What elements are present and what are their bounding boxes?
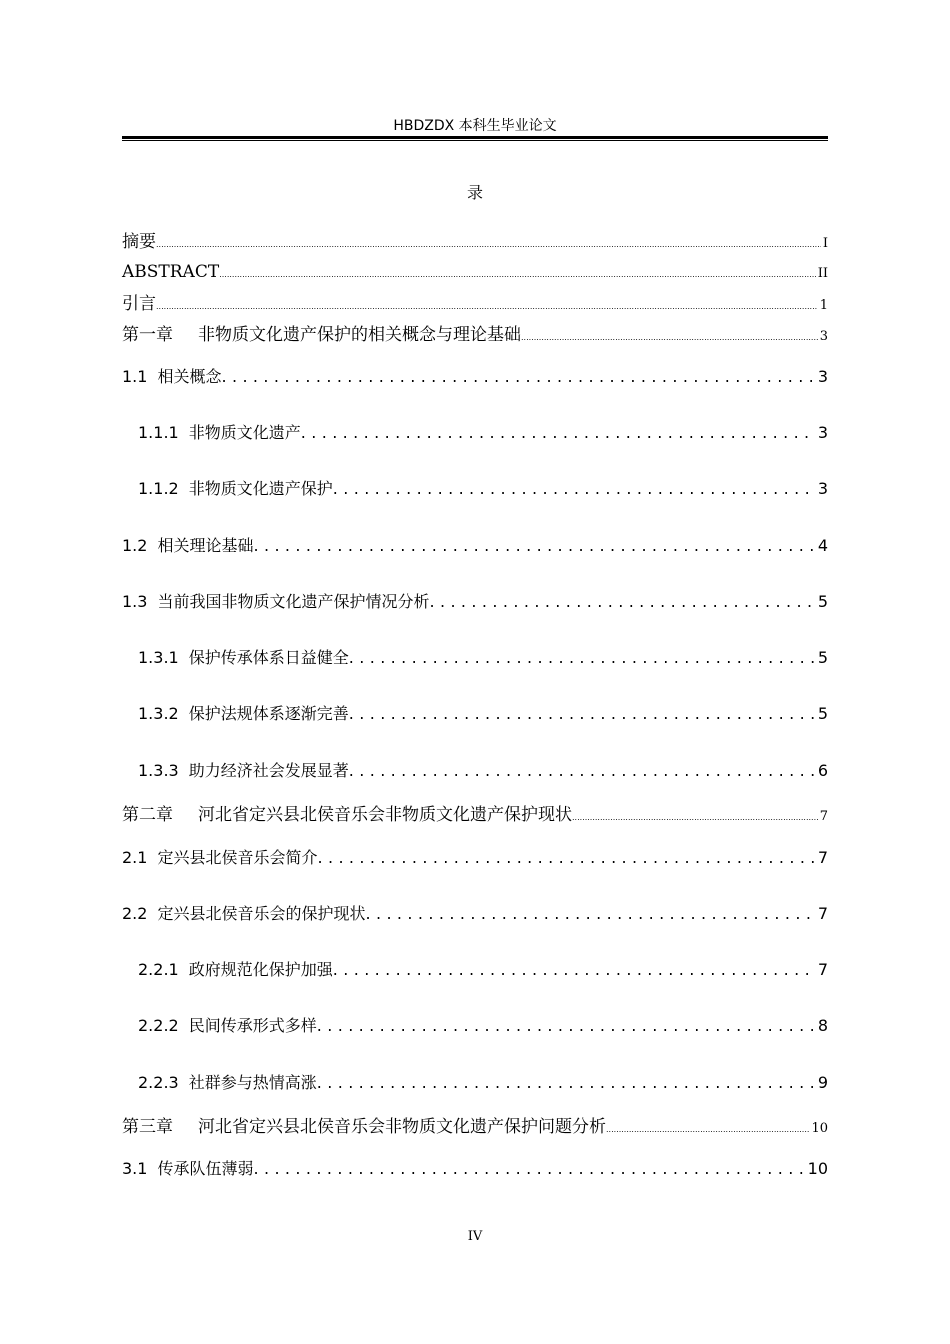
toc-entry-page: 6 <box>817 761 828 780</box>
section-number: 1.3.1 <box>138 648 179 667</box>
toc-entry-chapter-3[interactable] <box>122 1116 828 1141</box>
toc-entry-label: 摘要 <box>122 232 156 252</box>
section-number: 1.1 <box>122 367 148 386</box>
toc-entry-label: 非物质文化遗产保护的相关概念与理论基础 <box>198 325 521 345</box>
toc-entry-section-1-2[interactable] <box>122 535 828 558</box>
toc-entry-page: 7 <box>817 960 828 979</box>
toc-entry-label: 河北省定兴县北侯音乐会非物质文化遗产保护现状 <box>198 805 572 825</box>
toc-title: 录 <box>466 183 483 202</box>
toc-entry-section-1-3-2[interactable] <box>138 703 828 726</box>
toc-entry-page: 10 <box>807 1159 828 1178</box>
section-number: 2.1 <box>122 848 148 867</box>
dot-leader <box>365 903 815 925</box>
toc-entry-label: ABSTRACT <box>122 262 220 282</box>
toc-entry-label: 相关概念 <box>157 367 222 386</box>
toc-entry-page: 7 <box>817 904 828 923</box>
toc-entry-chapter-2[interactable] <box>122 804 828 829</box>
toc-entry-label: 保护传承体系日益健全 <box>188 648 349 667</box>
toc-entry-label: 传承队伍薄弱 <box>157 1159 254 1178</box>
toc-entry-page: 10 <box>811 1121 828 1136</box>
chapter-number: 第一章 <box>122 325 173 345</box>
toc-entry-section-2-1[interactable] <box>122 847 828 870</box>
dot-leader <box>429 591 815 613</box>
toc-entry-label: 定兴县北侯音乐会的保护现状 <box>157 904 366 923</box>
section-number: 3.1 <box>122 1159 148 1178</box>
dot-leader <box>521 327 818 349</box>
toc-entry-section-2-2-1[interactable] <box>138 959 828 982</box>
section-number: 2.2.3 <box>138 1073 179 1092</box>
chapter-number: 第二章 <box>122 805 173 825</box>
toc-entry-page: 8 <box>817 1016 828 1035</box>
toc-entry-section-1-1-1[interactable] <box>138 422 828 445</box>
toc-entry-label: 定兴县北侯音乐会简介 <box>157 848 318 867</box>
toc-entry-label: 非物质文化遗产 <box>188 423 301 442</box>
dot-leader <box>606 1119 809 1141</box>
toc-entry-label: 引言 <box>122 294 156 314</box>
dot-leader <box>253 535 815 557</box>
dot-leader <box>349 703 816 725</box>
section-number: 2.2.2 <box>138 1016 179 1035</box>
toc-entry-section-1-3-3[interactable] <box>138 760 828 783</box>
dot-leader <box>219 264 816 286</box>
dot-leader <box>301 422 816 444</box>
toc-entry-page: 3 <box>817 423 828 442</box>
toc-entry-label: 社群参与热情高涨 <box>188 1073 317 1092</box>
toc-entry-page: 5 <box>817 704 828 723</box>
section-number: 1.1.1 <box>138 423 179 442</box>
section-number: 1.3.2 <box>138 704 179 723</box>
dot-leader <box>333 959 816 981</box>
footer-page-number: IV <box>467 1229 483 1244</box>
dot-leader <box>317 1015 816 1037</box>
chapter-number: 第三章 <box>122 1117 173 1137</box>
toc-entry-page: 7 <box>817 848 828 867</box>
toc-entry-page: 4 <box>817 536 828 555</box>
toc-entry-label: 民间传承形式多样 <box>188 1016 317 1035</box>
toc-entry-label: 当前我国非物质文化遗产保护情况分析 <box>157 592 430 611</box>
toc-entry-label: 非物质文化遗产保护 <box>188 479 333 498</box>
header-rule-thin <box>122 140 828 141</box>
toc-entry-page: 5 <box>817 592 828 611</box>
dot-leader <box>317 1072 816 1094</box>
header-rule-thick <box>122 136 828 139</box>
dot-leader <box>349 647 816 669</box>
toc-entry-section-1-3[interactable] <box>122 591 828 614</box>
section-number: 1.3 <box>122 592 148 611</box>
toc-entry-section-2-2[interactable] <box>122 903 828 926</box>
toc-entry-chapter-1[interactable] <box>122 324 828 349</box>
dot-leader <box>572 807 818 829</box>
toc-entry-section-1-3-1[interactable] <box>138 647 828 670</box>
toc-entry-label: 相关理论基础 <box>157 536 254 555</box>
toc-entry-section-3-1[interactable] <box>122 1158 828 1181</box>
toc-entry-label: 助力经济社会发展显著 <box>188 761 349 780</box>
toc-entry-page: 5 <box>817 648 828 667</box>
toc-entry-section-2-2-3[interactable] <box>138 1072 828 1095</box>
dot-leader <box>349 760 816 782</box>
toc-entry-page: 3 <box>817 479 828 498</box>
dot-leader <box>221 366 815 388</box>
toc-entry-page: 9 <box>817 1073 828 1092</box>
toc-entry-page: 1 <box>819 298 828 313</box>
toc-entry-label: 保护法规体系逐渐完善 <box>188 704 349 723</box>
toc-entry-section-2-2-2[interactable] <box>138 1015 828 1038</box>
section-number: 2.2 <box>122 904 148 923</box>
toc-entry-abstract-cn[interactable] <box>122 231 828 256</box>
dot-leader <box>253 1158 805 1180</box>
dot-leader <box>317 847 815 869</box>
toc-entry-page: 7 <box>819 809 828 824</box>
toc-entry-section-1-1-2[interactable] <box>138 478 828 501</box>
section-number: 1.1.2 <box>138 479 179 498</box>
toc-entry-label: 河北省定兴县北侯音乐会非物质文化遗产保护问题分析 <box>198 1117 606 1137</box>
section-number: 1.3.3 <box>138 761 179 780</box>
toc-entry-page: I <box>822 236 828 251</box>
section-number: 2.2.1 <box>138 960 179 979</box>
toc-entry-page: II <box>817 266 828 281</box>
toc-entry-page: 3 <box>817 367 828 386</box>
section-number: 1.2 <box>122 536 148 555</box>
dot-leader <box>156 234 821 256</box>
toc-entry-introduction[interactable] <box>122 293 828 318</box>
running-header: HBDZDX 本科生毕业论文 <box>393 118 557 134</box>
toc-entry-page: 3 <box>819 329 828 344</box>
toc-entry-abstract-en[interactable] <box>122 261 828 286</box>
dot-leader <box>156 296 818 318</box>
toc-entry-label: 政府规范化保护加强 <box>188 960 333 979</box>
toc-entry-section-1-1[interactable] <box>122 366 828 389</box>
dot-leader <box>333 478 816 500</box>
